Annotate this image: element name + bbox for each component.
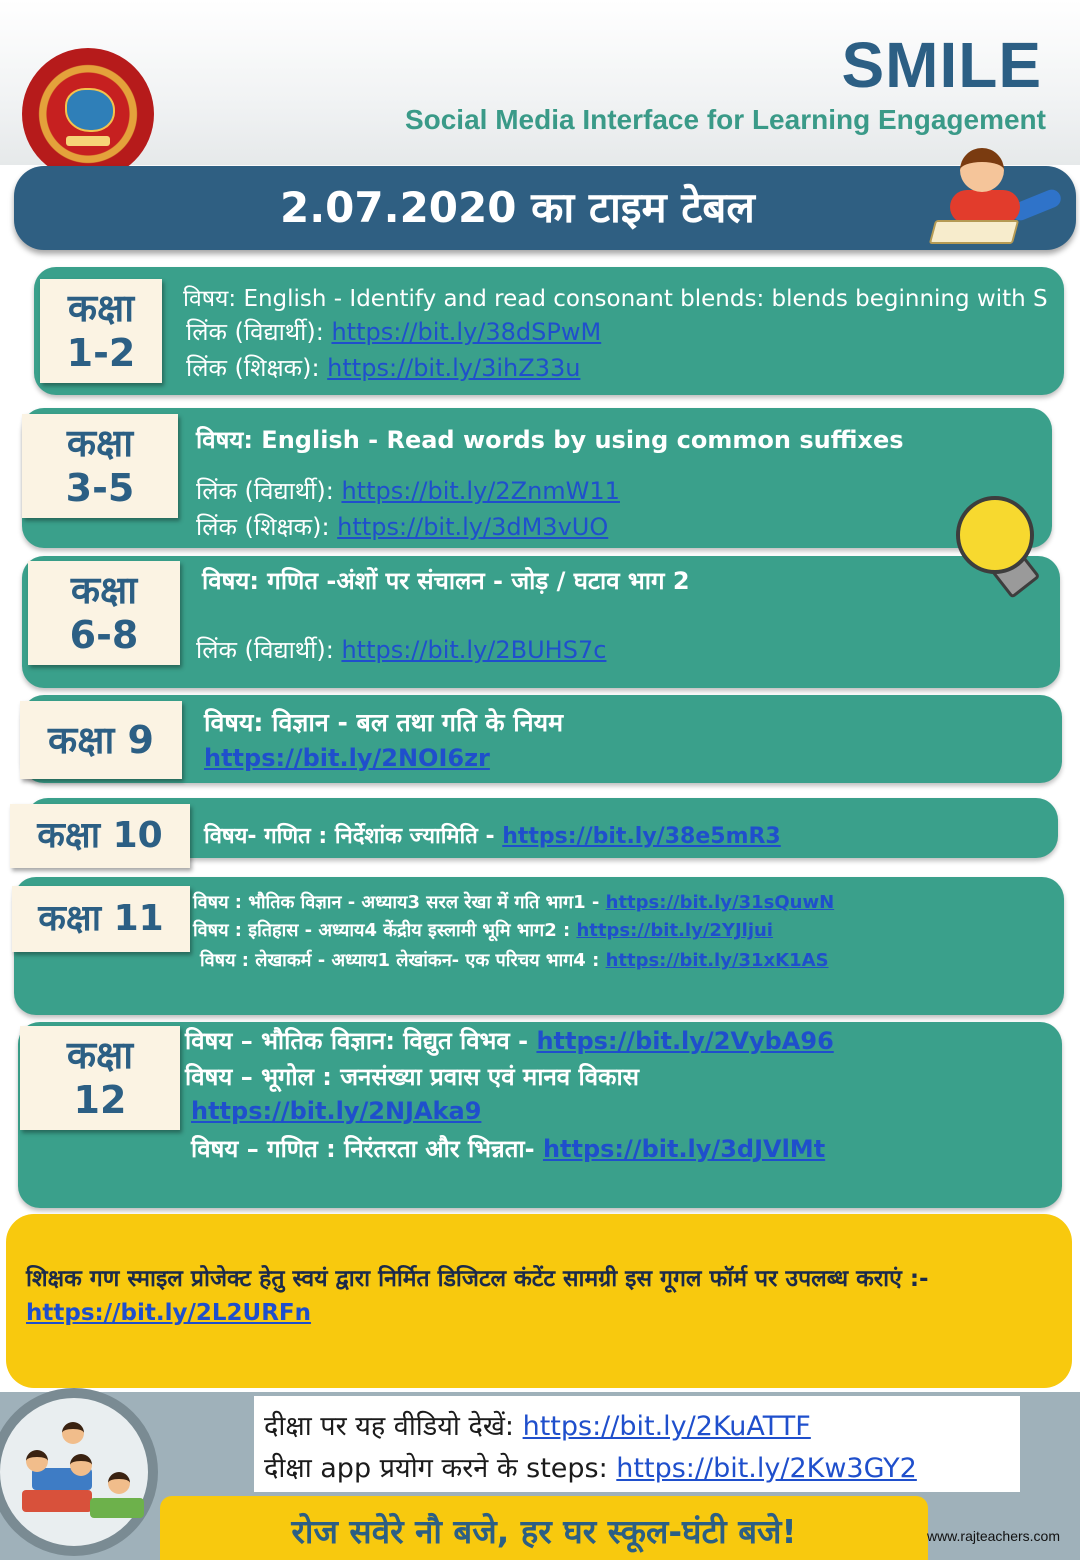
class-3-5-student-link[interactable]: https://bit.ly/2ZnmW11	[341, 477, 620, 505]
diksha-app-link[interactable]: https://bit.ly/2Kw3GY2	[616, 1453, 917, 1484]
notice-form-link[interactable]: https://bit.ly/2L2URFn	[26, 1300, 312, 1326]
class-12-link-2-line	[191, 1097, 481, 1125]
class-6-8-subject: विषय: गणित -अंशों पर संचालन - जोड़ / घटाव भाग 2	[202, 567, 690, 595]
class-3-5-subject: विषय: English - Read words by using common suffixes	[196, 426, 904, 454]
page-title: SMILE	[841, 29, 1042, 101]
class-12-link-2[interactable]: https://bit.ly/2NJAka9	[191, 1097, 482, 1125]
class-9-subject: विषय: विज्ञान - बल तथा गति के नियम	[204, 708, 564, 737]
diksha-video-line: दीक्षा पर यह वीडियो देखें: https://bit.ly/2KuATTF	[264, 1411, 811, 1442]
class-3-5-teacher-link[interactable]: https://bit.ly/3dM3vUO	[337, 513, 609, 541]
class-11-link-3[interactable]: https://bit.ly/31xK1AS	[605, 950, 829, 971]
class-label-6-8: कक्षा 6-8	[28, 561, 180, 665]
emblem-ribbon	[66, 136, 110, 146]
class-6-8-student-link[interactable]: https://bit.ly/2BUHS7c	[341, 636, 607, 664]
reading-boy-illustration	[930, 140, 1070, 258]
class-label-1-2: कक्षा 1-2	[40, 279, 162, 383]
class-12-link-3[interactable]: https://bit.ly/3dJVlMt	[542, 1135, 826, 1163]
class-11-line-1: विषय : भौतिक विज्ञान - अध्याय3 सरल रेखा में गति भाग1 - https://bit.ly/31sQuwN	[193, 892, 835, 913]
class-1-2-student-link[interactable]: https://bit.ly/38dSPwM	[331, 318, 602, 346]
class-10-line: विषय- गणित : निर्देशांक ज्यामिति - https://bit.ly/38e5mR3	[204, 824, 781, 849]
class-label-12: कक्षा 12	[20, 1026, 180, 1130]
light-bulb-icon	[952, 490, 1038, 600]
class-label-11: कक्षा 11	[12, 886, 190, 952]
diksha-video-link[interactable]: https://bit.ly/2KuATTF	[522, 1411, 811, 1442]
class-1-2-teacher-link-line: लिंक (शिक्षक): https://bit.ly/3ihZ33u	[186, 354, 581, 382]
class-3-5-student-link-line: लिंक (विद्यार्थी): https://bit.ly/2ZnmW11	[196, 477, 620, 505]
map-emblem-icon	[65, 88, 115, 132]
class-12-link-1[interactable]: https://bit.ly/2VybA96	[536, 1027, 834, 1055]
class-9-link[interactable]: https://bit.ly/2NOI6zr	[204, 744, 490, 772]
class-11-line-3: विषय : लेखाकर्म - अध्याय1 लेखांकन- एक परिचय भाग4 : https://bit.ly/31xK1AS	[200, 950, 829, 971]
date-title: 2.07.2020 का टाइम टेबल	[280, 183, 755, 232]
class-12-line-3: विषय – गणित : निरंतरता और भिन्नता- https://bit.ly/3dJVlMt	[191, 1135, 826, 1163]
emblem-logo	[22, 48, 154, 180]
class-1-2-teacher-link[interactable]: https://bit.ly/3ihZ33u	[327, 354, 581, 382]
class-11-link-1[interactable]: https://bit.ly/31sQuwN	[605, 892, 835, 913]
notice-text: शिक्षक गण स्माइल प्रोजेक्ट हेतु स्वयं द्वारा निर्मित डिजिटल कंटेंट सामग्री इस गूगल फॉर्म पर उपलब्ध कराएं :- https://bit.ly/2L2URFn	[26, 1266, 929, 1326]
footer-slogan: रोज सवेरे नौ बजे, हर घर स्कूल-घंटी बजे!	[291, 1512, 797, 1551]
class-6-8-student-link-line: लिंक (विद्यार्थी): https://bit.ly/2BUHS7c	[196, 636, 607, 664]
class-11-line-2: विषय : इतिहास - अध्याय4 केंद्रीय इस्लामी भूमि भाग2 : https://bit.ly/2YJljui	[193, 920, 773, 941]
class-12-line-2: विषय – भूगोल : जनसंख्या प्रवास एवं मानव विकास	[185, 1063, 639, 1091]
page-subtitle: Social Media Interface for Learning Engagement	[404, 104, 1046, 135]
class-1-2-student-link-line: लिंक (विद्यार्थी): https://bit.ly/38dSPwM	[186, 318, 602, 346]
class-label-9: कक्षा 9	[20, 701, 182, 779]
class-label-3-5: कक्षा 3-5	[22, 414, 178, 518]
class-10-link[interactable]: https://bit.ly/38e5mR3	[502, 824, 781, 849]
class-12-line-1: विषय – भौतिक विज्ञान: विद्युत विभव - https://bit.ly/2VybA96	[185, 1027, 834, 1055]
class-11-link-2[interactable]: https://bit.ly/2YJljui	[576, 920, 773, 941]
class-label-10: कक्षा 10	[10, 804, 190, 868]
class-3-5-teacher-link-line: लिंक (शिक्षक): https://bit.ly/3dM3vUO	[196, 513, 609, 541]
class-9-link-line	[204, 744, 490, 772]
diksha-app-line: दीक्षा app प्रयोग करने के steps: https://bit.ly/2Kw3GY2	[264, 1453, 917, 1484]
website-credit: www.rajteachers.com	[926, 1528, 1060, 1544]
class-1-2-subject: विषय: English - Identify and read consonant blends: blends beginning with S	[183, 286, 1048, 312]
